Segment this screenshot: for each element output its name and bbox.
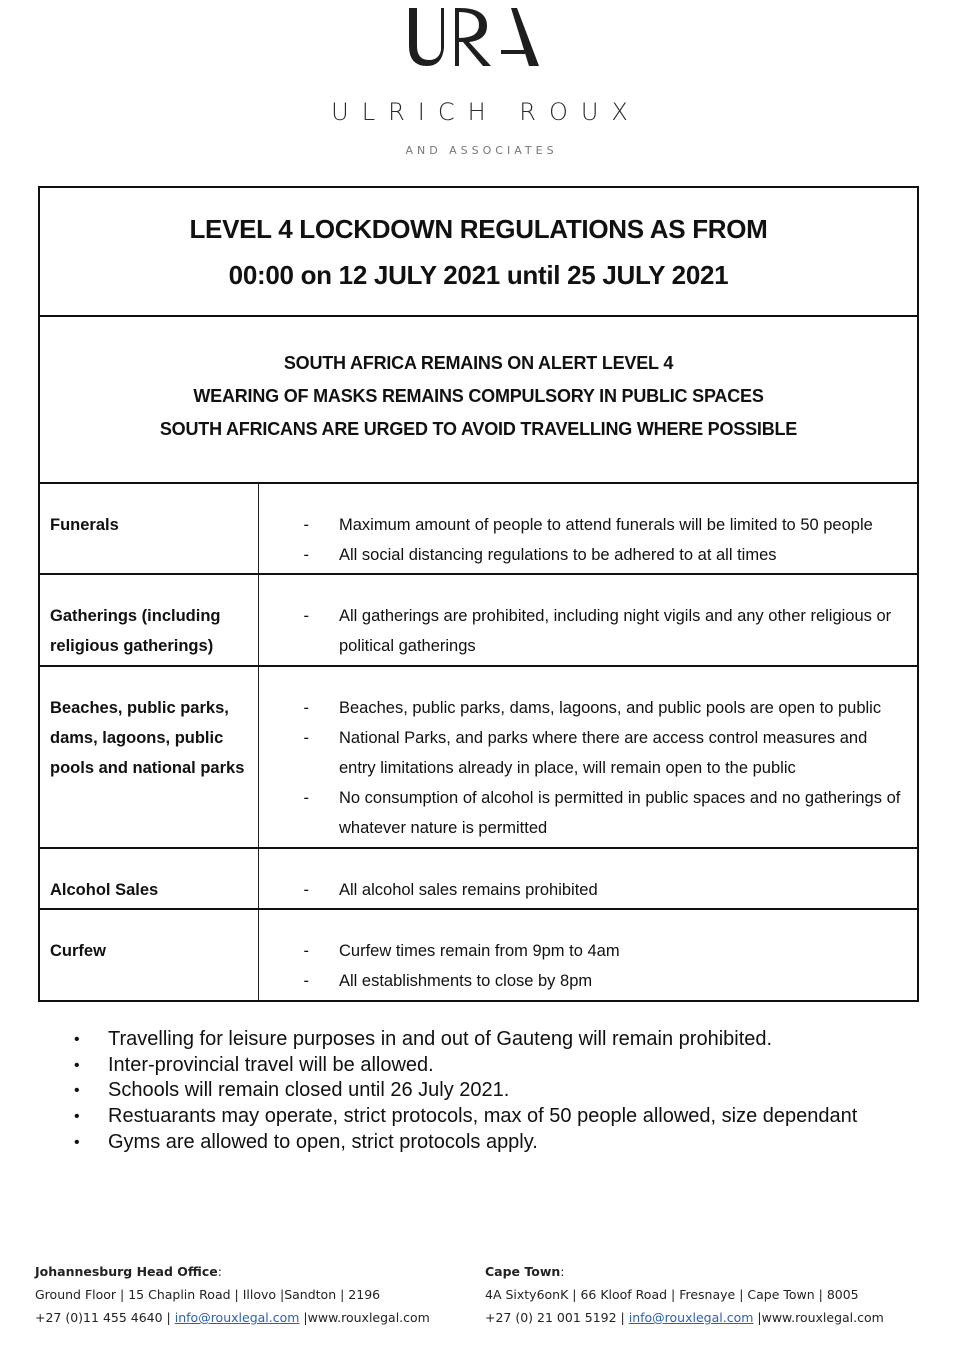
row-category: Gatherings (including religious gatherings) — [40, 575, 259, 665]
list-item — [259, 601, 907, 661]
row-items — [259, 484, 917, 573]
ura-monogram-icon — [403, 6, 543, 68]
table-row-gatherings — [40, 575, 917, 667]
row-category: Funerals — [40, 484, 259, 573]
note-text: Schools will remain closed until 26 July 2021. — [108, 1079, 510, 1102]
note-item — [70, 1027, 940, 1053]
list-item — [259, 966, 907, 996]
note-text: Restuarants may operate, strict protocols, max of 50 people allowed, size dependant — [108, 1105, 858, 1128]
list-item — [259, 540, 907, 570]
footer-cape-town-office — [485, 1260, 884, 1329]
office-phone: +27 (0)11 455 4640 | — [35, 1310, 175, 1325]
table-row-funerals — [40, 484, 917, 575]
row-category: Beaches, public parks, dams, lagoons, public pools and national parks — [40, 667, 259, 847]
item-text: All establishments to close by 8pm — [339, 972, 593, 990]
bullet-icon: • — [74, 1108, 80, 1126]
company-subtitle: AND ASSOCIATES — [405, 144, 558, 157]
note-item — [70, 1130, 940, 1156]
office-address: 4A Sixty6onK | 66 Kloof Road | Fresnaye | Cape Town | 8005 — [485, 1287, 859, 1302]
item-text: National Parks, and parks where there are access control measures and entry limitations already in place, will remain open to the public — [339, 729, 868, 777]
alert-line: WEARING OF MASKS REMAINS COMPULSORY IN PUBLIC SPACES — [193, 386, 764, 406]
heading-colon: : — [560, 1264, 565, 1279]
table-row-curfew — [40, 910, 917, 1000]
email-link[interactable]: info@rouxlegal.com — [628, 1310, 754, 1325]
bullet-icon: • — [74, 1056, 80, 1074]
table-row-alcohol-sales — [40, 849, 917, 910]
office-heading: Johannesburg Head Office — [35, 1264, 218, 1279]
bullet-icon: • — [74, 1031, 80, 1048]
dash-bullet-icon: - — [303, 607, 309, 625]
title-line-1: LEVEL 4 LOCKDOWN REGULATIONS AS FROM — [189, 213, 768, 244]
item-text: All social distancing regulations to be adhered to at all times — [339, 546, 777, 564]
alert-line: SOUTH AFRICA REMAINS ON ALERT LEVEL 4 — [283, 353, 674, 373]
item-text: All alcohol sales remains prohibited — [339, 881, 598, 899]
office-contact — [485, 1306, 884, 1329]
list-item — [259, 875, 907, 905]
office-website: |www.rouxlegal.com — [299, 1310, 430, 1325]
title-line-2: 00:00 on 12 JULY 2021 until 25 JULY 2021 — [228, 259, 729, 290]
office-phone: +27 (0) 21 001 5192 | — [485, 1310, 629, 1325]
dash-bullet-icon: - — [303, 699, 309, 717]
office-heading: Cape Town — [485, 1264, 561, 1279]
item-text: Beaches, public parks, dams, lagoons, and public pools are open to public — [339, 699, 882, 717]
list-item — [259, 510, 907, 540]
dash-bullet-icon: - — [303, 972, 309, 990]
row-items — [259, 575, 917, 665]
email-link[interactable]: info@rouxlegal.com — [174, 1310, 300, 1325]
list-item — [259, 936, 907, 966]
dash-bullet-icon: - — [303, 546, 309, 564]
list-item — [259, 783, 907, 843]
note-item — [70, 1078, 940, 1104]
alert-line: SOUTH AFRICANS ARE URGED TO AVOID TRAVELLING WHERE POSSIBLE — [159, 419, 798, 439]
company-logo — [0, 0, 959, 170]
item-text: Curfew times remain from 9pm to 4am — [339, 942, 620, 960]
bullet-icon: • — [74, 1133, 80, 1151]
office-contact — [35, 1306, 430, 1329]
document-title — [40, 188, 917, 317]
note-text: Inter-provincial travel will be allowed. — [108, 1053, 434, 1076]
note-item — [70, 1053, 940, 1079]
note-item — [70, 1104, 940, 1130]
office-address: Ground Floor | 15 Chaplin Road | Illovo |Sandton | 2196 — [35, 1287, 381, 1302]
note-text: Gyms are allowed to open, strict protocols apply. — [108, 1130, 538, 1153]
dash-bullet-icon: - — [303, 729, 309, 747]
alert-summary — [40, 317, 917, 484]
row-category: Alcohol Sales — [40, 849, 259, 908]
company-name: ULRICH ROUX — [331, 98, 641, 126]
dash-bullet-icon: - — [303, 881, 309, 899]
row-items — [259, 849, 917, 908]
item-text: Maximum amount of people to attend funerals will be limited to 50 people — [339, 516, 873, 534]
office-website: |www.rouxlegal.com — [753, 1310, 884, 1325]
list-item — [259, 693, 907, 723]
bullet-icon: • — [74, 1082, 80, 1100]
row-category: Curfew — [40, 910, 259, 1000]
note-text: Travelling for leisure purposes in and out of Gauteng will remain prohibited. — [108, 1028, 773, 1050]
item-text: No consumption of alcohol is permitted in public spaces and no gatherings of whatever nature is permitted — [339, 789, 901, 837]
table-row-beaches — [40, 667, 917, 849]
dash-bullet-icon: - — [303, 516, 309, 534]
regulations-table — [38, 186, 919, 1002]
additional-notes — [70, 1027, 940, 1156]
row-items — [259, 667, 917, 847]
list-item — [259, 723, 907, 783]
footer-johannesburg-office — [35, 1260, 430, 1329]
dash-bullet-icon: - — [303, 789, 309, 807]
dash-bullet-icon: - — [303, 942, 309, 960]
row-items — [259, 910, 917, 1000]
heading-colon: : — [217, 1264, 222, 1279]
item-text: All gatherings are prohibited, including night vigils and any other religious or political gatherings — [339, 607, 892, 655]
